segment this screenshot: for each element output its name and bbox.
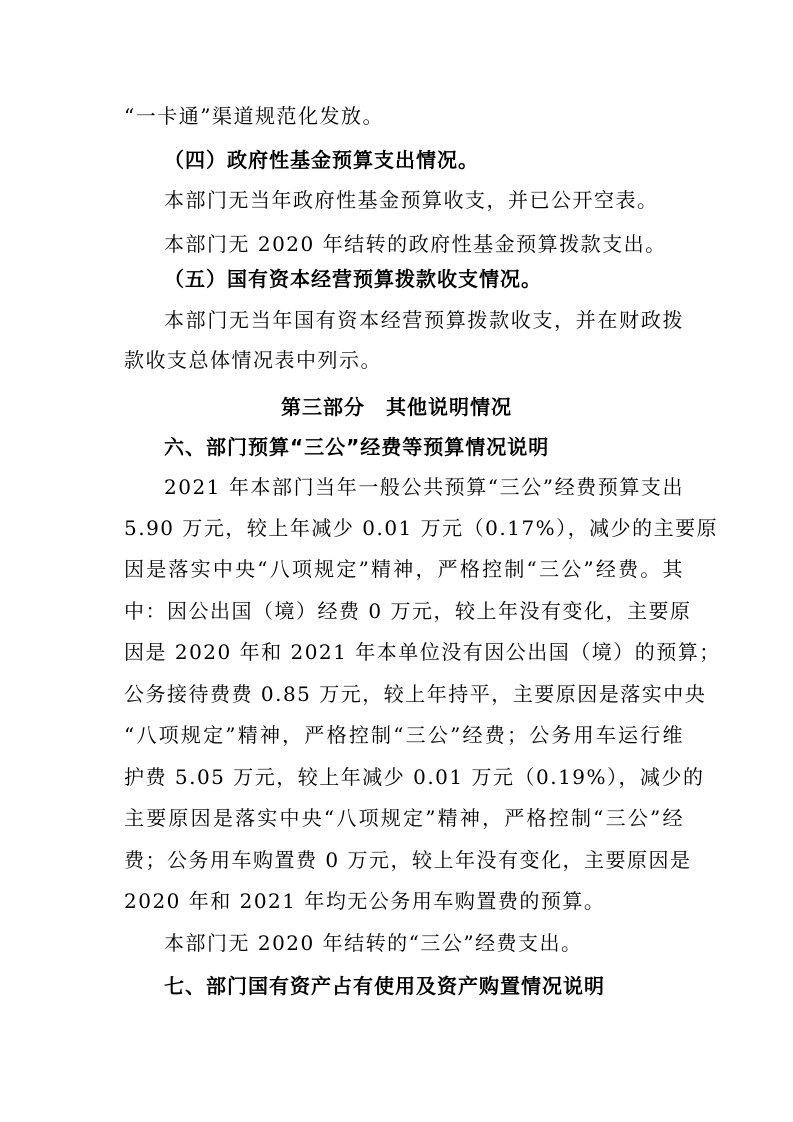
paragraph-line: 本部门无 2020 年结转的“三公”经费支出。 — [164, 931, 583, 955]
paragraph-line: 本部门无当年国有资本经营预算拨款收支，并在财政拨 — [164, 308, 684, 332]
paragraph-line: 公务接待费费 0.85 万元，较上年持平，主要原因是落实中央 — [124, 682, 707, 706]
section-heading: 七、部门国有资产占有使用及资产购置情况说明 — [164, 974, 605, 998]
paragraph-line: 费；公务用车购置费 0 万元，较上年没有变化，主要原因是 — [124, 848, 692, 872]
section-heading: （四）政府性基金预算支出情况。 — [164, 148, 479, 172]
paragraph-line: 护费 5.05 万元，较上年减少 0.01 万元（0.19%），减少的 — [124, 765, 705, 789]
paragraph-line: 2021 年本部门当年一般公共预算“三公”经费预算支出 — [164, 475, 684, 499]
paragraph-line: 5.90 万元，较上年减少 0.01 万元（0.17%），减少的主要原 — [124, 516, 719, 540]
paragraph-line: 因是落实中央“八项规定”精神，严格控制“三公”经费。其 — [124, 557, 684, 581]
section-heading: （五）国有资本经营预算拨款收支情况。 — [164, 267, 542, 291]
paragraph-line: 本部门无 2020 年结转的政府性基金预算拨款支出。 — [164, 232, 667, 256]
part-title: 第三部分 其他说明情况 — [281, 395, 512, 419]
paragraph-line: 2020 年和 2021 年均无公务用车购置费的预算。 — [124, 889, 606, 913]
paragraph-line: “一卡通”渠道规范化发放。 — [124, 104, 384, 128]
paragraph-line: 本部门无当年政府性基金预算收支，并已公开空表。 — [164, 188, 659, 212]
paragraph-line: 主要原因是落实中央“八项规定”精神，严格控制“三公”经 — [124, 806, 684, 830]
paragraph-line: “八项规定”精神，严格控制“三公”经费；公务用车运行维 — [124, 723, 684, 747]
paragraph-line: 中：因公出国（境）经费 0 万元，较上年没有变化，主要原 — [124, 599, 692, 623]
paragraph-line: 因是 2020 年和 2021 年本单位没有因公出国（境）的预算； — [124, 640, 721, 664]
section-heading: 六、部门预算“三公”经费等预算情况说明 — [164, 435, 550, 459]
paragraph-line: 款收支总体情况表中列示。 — [124, 348, 382, 372]
